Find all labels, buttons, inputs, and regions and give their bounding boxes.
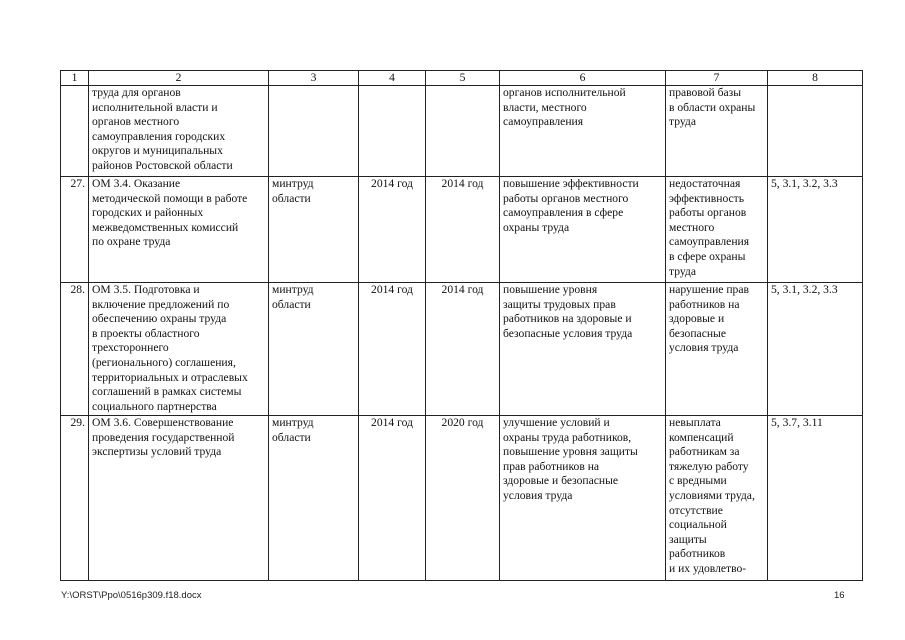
expected-result-cell: повышение эффективности работы органов местного самоуправления в сфере охраны труда bbox=[500, 177, 666, 283]
column-header: 4 bbox=[359, 71, 426, 86]
table-row bbox=[61, 283, 863, 416]
start-year-cell: 2014 год bbox=[359, 177, 426, 283]
indicator-link-cell: 5, 3.7, 3.11 bbox=[768, 416, 863, 581]
row-number-cell: 27. bbox=[61, 177, 89, 283]
expected-result-cell: улучшение условий и охраны труда работников, повышение уровня защиты прав работников на здоровые и безопасные условия труда bbox=[500, 416, 666, 581]
row-number-cell: 29. bbox=[61, 416, 89, 581]
end-year-cell: 2014 год bbox=[426, 177, 500, 283]
consequence-cell: недостаточная эффективность работы органов местного самоуправления в сфере охраны труда bbox=[666, 177, 768, 283]
row-number-cell bbox=[61, 86, 89, 177]
indicator-link-cell: 5, 3.1, 3.2, 3.3 bbox=[768, 177, 863, 283]
measure-cell: ОМ 3.6. Совершенствование проведения государственной экспертизы условий труда bbox=[89, 416, 269, 581]
expected-result-cell: повышение уровня защиты трудовых прав работников на здоровые и безопасные условия труда bbox=[500, 283, 666, 416]
start-year-cell bbox=[359, 86, 426, 177]
column-header: 6 bbox=[500, 71, 666, 86]
table-header-row bbox=[61, 71, 863, 86]
column-header: 2 bbox=[89, 71, 269, 86]
end-year-cell bbox=[426, 86, 500, 177]
start-year-cell: 2014 год bbox=[359, 283, 426, 416]
executor-cell: минтруд области bbox=[269, 416, 359, 581]
column-header: 3 bbox=[269, 71, 359, 86]
consequence-cell: невыплата компенсаций работникам за тяжелую работу с вредными условиями труда, отсутствие социальной защиты работников и их удовлетво- bbox=[666, 416, 768, 581]
column-header: 8 bbox=[768, 71, 863, 86]
executor-cell bbox=[269, 86, 359, 177]
file-path-footer: Y:\ORST\Ppo\0516p309.f18.docx bbox=[61, 590, 202, 601]
consequence-cell: правовой базы в области охраны труда bbox=[666, 86, 768, 177]
column-header: 1 bbox=[61, 71, 89, 86]
row-number-cell: 28. bbox=[61, 283, 89, 416]
table-row bbox=[61, 177, 863, 283]
table-row bbox=[61, 86, 863, 177]
table-row bbox=[61, 416, 863, 581]
consequence-cell: нарушение прав работников на здоровые и безопасные условия труда bbox=[666, 283, 768, 416]
column-header: 5 bbox=[426, 71, 500, 86]
column-header: 7 bbox=[666, 71, 768, 86]
expected-result-cell: органов исполнительной власти, местного самоуправления bbox=[500, 86, 666, 177]
indicator-link-cell bbox=[768, 86, 863, 177]
start-year-cell: 2014 год bbox=[359, 416, 426, 581]
page-number: 16 bbox=[834, 590, 845, 601]
measure-cell: ОМ 3.4. Оказание методической помощи в работе городских и районных межведомственных комиссий по охране труда bbox=[89, 177, 269, 283]
end-year-cell: 2020 год bbox=[426, 416, 500, 581]
executor-cell: минтруд области bbox=[269, 283, 359, 416]
program-table bbox=[60, 70, 863, 581]
measure-cell: ОМ 3.5. Подготовка и включение предложений по обеспечению охраны труда в проекты областного трехстороннего (регионального) соглашения, территориальных и отраслевых соглашений в рамках системы социального партнерства bbox=[89, 283, 269, 416]
indicator-link-cell: 5, 3.1, 3.2, 3.3 bbox=[768, 283, 863, 416]
measure-cell: труда для органов исполнительной власти и органов местного самоуправления городских округов и муниципальных районов Ростовской области bbox=[89, 86, 269, 177]
end-year-cell: 2014 год bbox=[426, 283, 500, 416]
executor-cell: минтруд области bbox=[269, 177, 359, 283]
